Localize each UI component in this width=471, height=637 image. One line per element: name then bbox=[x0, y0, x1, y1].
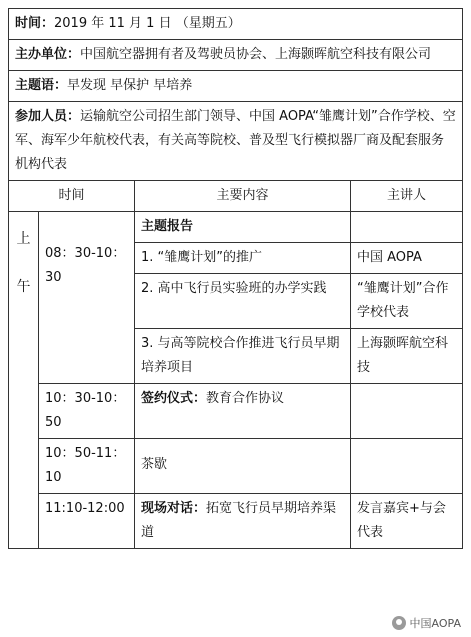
table-header-row bbox=[9, 181, 463, 212]
content-cell: 主题报告 bbox=[135, 212, 351, 243]
time-value: 2019 年 11 月 1 日 （星期五） bbox=[54, 16, 241, 31]
period-cell bbox=[9, 212, 39, 549]
content-rest: 教育合作协议 bbox=[206, 391, 285, 406]
speaker-cell: 发言嘉宾+与会代表 bbox=[351, 494, 463, 549]
content-bold: 现场对话： bbox=[141, 501, 207, 516]
content-cell: 2. 高中飞行员实验班的办学实践 bbox=[135, 274, 351, 329]
host-label: 主办单位： bbox=[15, 47, 81, 62]
header-speaker: 主讲人 bbox=[351, 181, 463, 212]
watermark-text: 中国AOPA bbox=[409, 617, 461, 630]
watermark bbox=[390, 615, 463, 631]
content-rest: 拓宽飞行员早期培养渠道 bbox=[141, 501, 337, 540]
speaker-cell bbox=[351, 384, 463, 439]
content-cell bbox=[135, 384, 351, 439]
time-row bbox=[9, 9, 463, 40]
table-row bbox=[9, 439, 463, 494]
time-label: 时间： bbox=[15, 16, 55, 31]
speaker-cell bbox=[351, 212, 463, 243]
table-row bbox=[9, 212, 463, 243]
speaker-cell: 中国 AOPA bbox=[351, 243, 463, 274]
attendees-label: 参加人员： bbox=[15, 109, 81, 124]
table-row bbox=[9, 384, 463, 439]
attendees-value: 运输航空公司招生部门领导、中国 AOPA“雏鹰计划”合作学校、空军、海军少年航校代表，有关高等院校、普及型飞行模拟器厂商及配套服务机构代表 bbox=[15, 109, 456, 172]
time-cell: 11:10-12:00 bbox=[39, 494, 135, 549]
host-row bbox=[9, 40, 463, 71]
time-cell: 08：30-10：30 bbox=[39, 212, 135, 384]
attendees-row bbox=[9, 102, 463, 181]
header-content: 主要内容 bbox=[135, 181, 351, 212]
header-time: 时间 bbox=[9, 181, 135, 212]
table-row bbox=[9, 494, 463, 549]
theme-row bbox=[9, 71, 463, 102]
period-char: 午 bbox=[16, 279, 31, 295]
time-cell: 10：50-11：10 bbox=[39, 439, 135, 494]
speaker-cell bbox=[351, 439, 463, 494]
content-cell: 3. 与高等院校合作推进飞行员早期培养项目 bbox=[135, 329, 351, 384]
host-value: 中国航空器拥有者及驾驶员协会、上海颢晖航空科技有限公司 bbox=[80, 47, 432, 62]
content-cell: 1. “雏鹰计划”的推广 bbox=[135, 243, 351, 274]
content-cell bbox=[135, 494, 351, 549]
theme-label: 主题语： bbox=[15, 78, 68, 93]
period-char: 上 bbox=[16, 231, 31, 247]
time-cell: 10：30-10：50 bbox=[39, 384, 135, 439]
content-bold: 签约仪式： bbox=[141, 391, 207, 406]
schedule-table bbox=[8, 8, 463, 549]
wechat-icon bbox=[392, 616, 406, 630]
speaker-cell: “雏鹰计划”合作学校代表 bbox=[351, 274, 463, 329]
speaker-cell: 上海颢晖航空科技 bbox=[351, 329, 463, 384]
theme-value: 早发现 早保护 早培养 bbox=[67, 78, 193, 93]
content-cell: 茶歇 bbox=[135, 439, 351, 494]
